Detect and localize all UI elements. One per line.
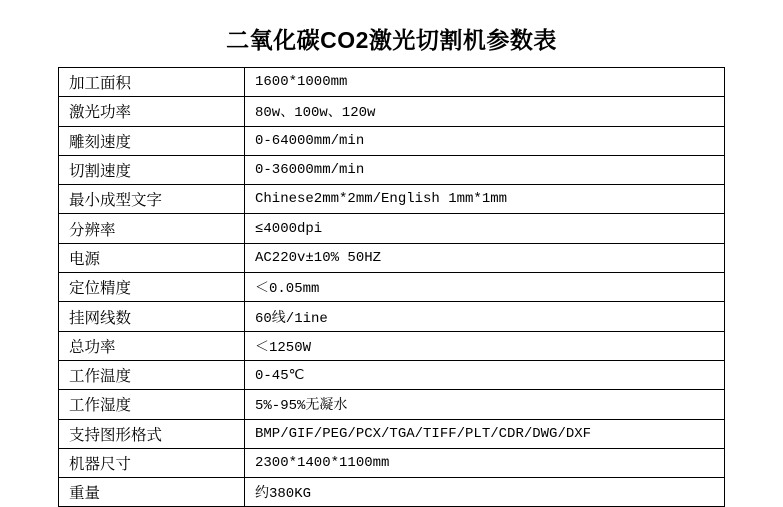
table-row [59, 68, 725, 97]
table-row [59, 243, 725, 272]
spec-value: ≤4000dpi [245, 214, 725, 243]
spec-value: 0-36000mm/min [245, 155, 725, 184]
spec-label: 定位精度 [59, 273, 245, 302]
table-row [59, 126, 725, 155]
spec-label: 激光功率 [59, 97, 245, 126]
table-row [59, 478, 725, 507]
table-row [59, 273, 725, 302]
spec-value: 0-64000mm/min [245, 126, 725, 155]
table-body [59, 68, 725, 507]
spec-label: 最小成型文字 [59, 185, 245, 214]
spec-label: 工作湿度 [59, 390, 245, 419]
spec-label: 电源 [59, 243, 245, 272]
table-row [59, 331, 725, 360]
table-row [59, 214, 725, 243]
spec-value: 80w、100w、120w [245, 97, 725, 126]
spec-value: AC220v±10% 50HZ [245, 243, 725, 272]
table-row [59, 302, 725, 331]
spec-value: ＜0.05mm [245, 273, 725, 302]
table-row [59, 390, 725, 419]
spec-value: 0-45℃ [245, 360, 725, 389]
spec-label: 切割速度 [59, 155, 245, 184]
spec-label: 支持图形格式 [59, 419, 245, 448]
spec-label: 加工面积 [59, 68, 245, 97]
spec-label: 雕刻速度 [59, 126, 245, 155]
spec-label: 挂网线数 [59, 302, 245, 331]
spec-value: 60线/1ine [245, 302, 725, 331]
page-title: 二氧化碳CO2激光切割机参数表 [226, 27, 557, 53]
table-row [59, 185, 725, 214]
spec-label: 总功率 [59, 331, 245, 360]
spec-value: 2300*1400*1100mm [245, 448, 725, 477]
spec-value: 约380KG [245, 478, 725, 507]
spec-value: 5%-95%无凝水 [245, 390, 725, 419]
spec-label: 重量 [59, 478, 245, 507]
spec-value: BMP/GIF/PEG/PCX/TGA/TIFF/PLT/CDR/DWG/DXF [245, 419, 725, 448]
table-row [59, 448, 725, 477]
table-row [59, 97, 725, 126]
table-row [59, 155, 725, 184]
spec-label: 机器尺寸 [59, 448, 245, 477]
table-row [59, 360, 725, 389]
spec-value: Chinese2mm*2mm/English 1mm*1mm [245, 185, 725, 214]
specification-table [58, 67, 725, 507]
spec-label: 工作温度 [59, 360, 245, 389]
spec-label: 分辨率 [59, 214, 245, 243]
spec-value: ＜1250W [245, 331, 725, 360]
spec-value: 1600*1000mm [245, 68, 725, 97]
table-row [59, 419, 725, 448]
